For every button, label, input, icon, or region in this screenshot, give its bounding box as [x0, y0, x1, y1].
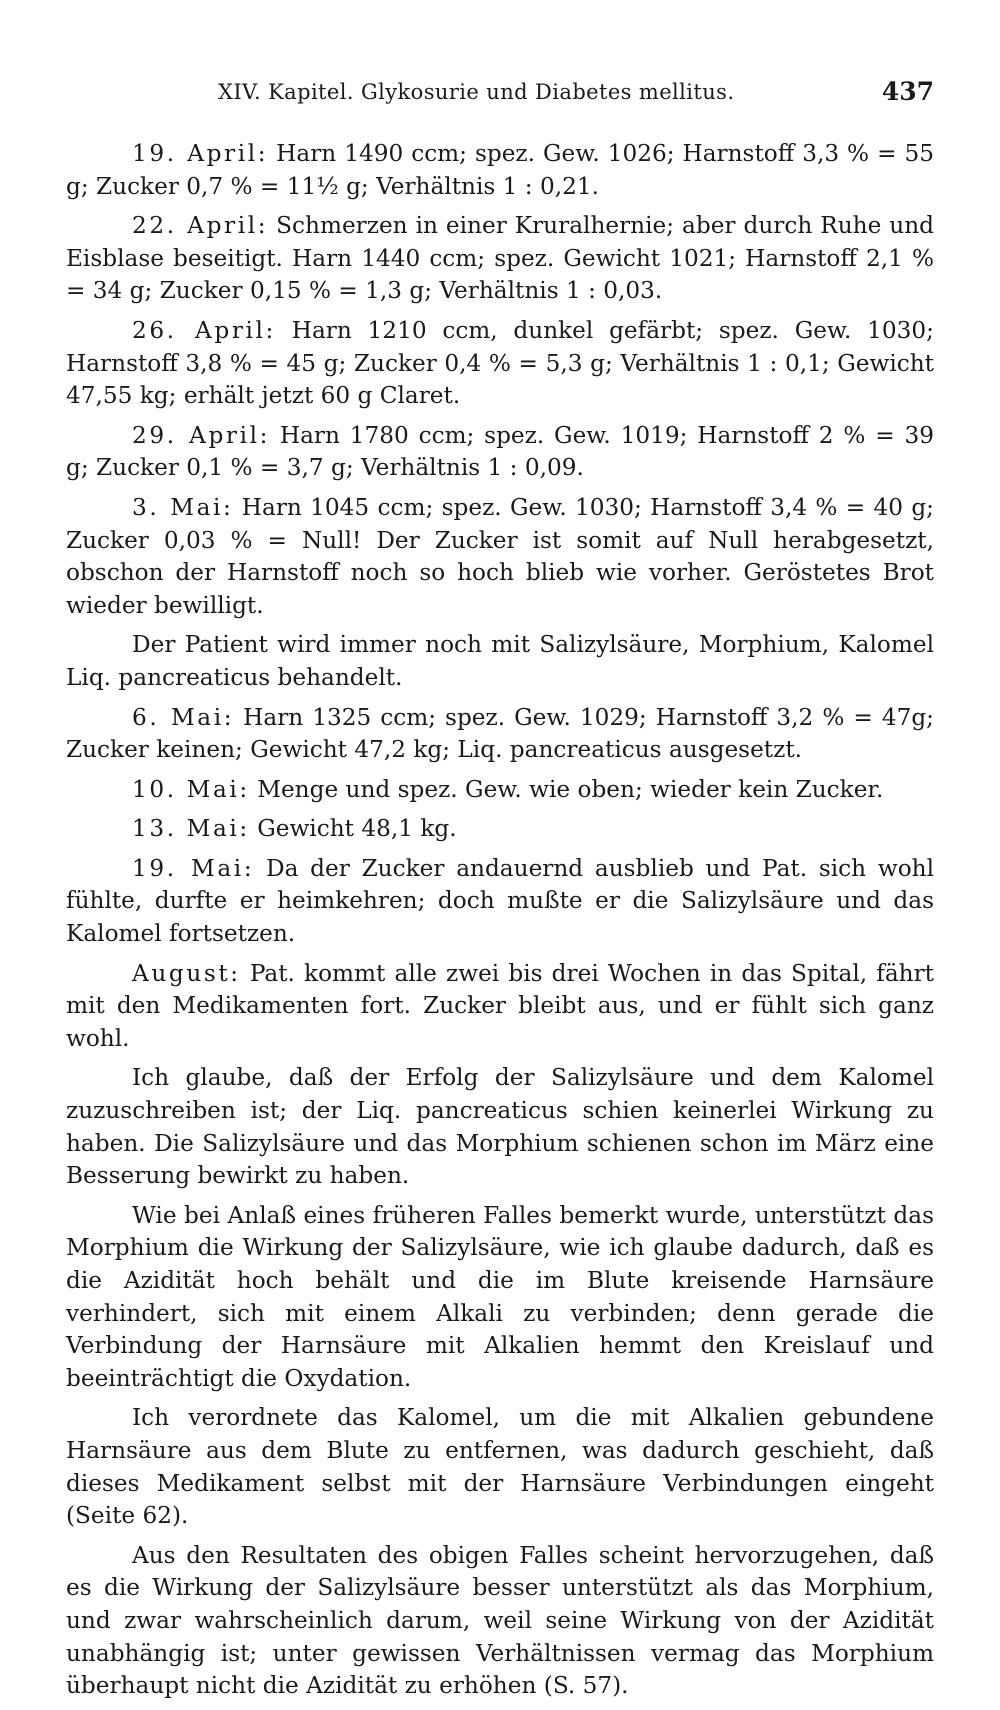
- entry-date: 19. April:: [132, 140, 269, 167]
- paragraph-text: Harn 1045 ccm; spez. Gew. 1030; Harnstoff 3,4 % = 40 g; Zucker 0,03 % = Null! Der Zucker ist somit auf Null herabgesetzt, obschon der Harnstoff noch so hoch blieb wie vorher. Geröstetes Brot wieder bewilligt.: [66, 493, 934, 619]
- paragraph-text: Ich glaube, daß der Erfolg der Salizylsäure und dem Kalomel zuzuschreiben ist; der Liq. pancreaticus schien keinerlei Wirkung zu haben. Die Salizylsäure und das Morphium schienen schon im März eine Besserung bewirkt zu haben.: [66, 1064, 934, 1190]
- paragraph: [66, 853, 934, 951]
- paragraph: [66, 1200, 934, 1396]
- paragraph-text: Menge und spez. Gew. wie oben; wieder kein Zucker.: [249, 775, 884, 803]
- paragraph: [66, 629, 934, 694]
- paragraph-text: Ich verordnete das Kalomel, um die mit Alkalien gebundene Harnsäure aus dem Blute zu entfernen, was dadurch geschieht, daß dieses Medikament selbst mit der Harnsäure Verbindungen eingeht (Seite 62).: [66, 1404, 934, 1530]
- paragraph-text: Harn 1325 ccm; spez. Gew. 1029; Harnstoff 3,2 % = 47g; Zucker keinen; Gewicht 47,2 kg; Liq. pancreaticus ausgesetzt.: [66, 703, 934, 764]
- chapter-title: XIV. Kapitel. Glykosurie und Diabetes mellitus.: [218, 80, 735, 104]
- paragraph-text: Harn 1780 ccm; spez. Gew. 1019; Harnstoff 2 % = 39 g; Zucker 0,1 % = 3,7 g; Verhältnis 1 : 0,09.: [66, 421, 934, 482]
- page-number: 437: [881, 77, 934, 106]
- entry-date: 26. April:: [132, 316, 276, 344]
- paragraph-text: Wie bei Anlaß eines früheren Falles bemerkt wurde, unterstützt das Morphium die Wirkung der Salizylsäure, wie ich glaube dadurch, daß es die Azidität hoch behält und die im Blute kreisende Harnsäure verhindert, sich mit einem Alkali zu verbinden; denn gerade die Verbindung der Harnsäure mit Alkalien hemmt den Kreislauf und beeinträchtigt die Oxydation.: [66, 1201, 934, 1392]
- entry-date: 22. April:: [132, 212, 269, 240]
- paragraph-text: Pat. kommt alle zwei bis drei Wochen in das Spital, fährt mit den Medikamenten fort. Zucker bleibt aus, und er fühlt sich ganz wohl.: [66, 959, 934, 1052]
- paragraph: [66, 1540, 934, 1703]
- paragraph: [66, 1062, 934, 1192]
- paragraph: [66, 210, 934, 308]
- entry-date: 13. Mai:: [132, 815, 250, 843]
- entry-date: August:: [132, 959, 241, 987]
- paragraph: [66, 315, 934, 413]
- running-header: [66, 77, 934, 116]
- entry-date: 3. Mai:: [132, 493, 234, 521]
- paragraph: [66, 774, 934, 807]
- paragraph-text: Harn 1210 ccm, dunkel gefärbt; spez. Gew. 1030; Harnstoff 3,8 % = 45 g; Zucker 0,4 % = 5,3 g; Verhältnis 1 : 0,1; Gewicht 47,55 kg; erhält jetzt 60 g Claret.: [66, 316, 934, 410]
- entry-date: 19. Mai:: [132, 854, 255, 882]
- paragraph-text: Harn 1490 ccm; spez. Gew. 1026; Harnstoff 3,3 % = 55 g; Zucker 0,7 % = 11½ g; Verhältnis 1 : 0,21.: [66, 140, 934, 200]
- paragraph: [66, 420, 934, 485]
- paragraph: [66, 138, 934, 203]
- paragraph-text: Gewicht 48,1 kg.: [249, 815, 457, 843]
- entry-date: 29. April:: [132, 421, 271, 449]
- paragraph-text: Der Patient wird immer noch mit Salizylsäure, Morphium, Kalomel Liq. pancreaticus behandelt.: [66, 631, 934, 691]
- paragraph: [66, 958, 934, 1056]
- entry-date: 6. Mai:: [132, 703, 235, 731]
- paragraph: [66, 813, 934, 846]
- paragraph: [66, 1402, 934, 1532]
- paragraph-text: Da der Zucker andauernd ausblieb und Pat. sich wohl fühlte, durfte er heimkehren; doch mußte er die Salizylsäure und das Kalomel fortsetzen.: [66, 854, 934, 948]
- page-body: [66, 138, 934, 1710]
- paragraph-text: Aus den Resultaten des obigen Falles scheint hervorzugehen, daß es die Wirkung der Salizylsäure besser unterstützt als das Morphium, und zwar wahrscheinlich darum, weil seine Wirkung von der Azidität unabhängig ist; unter gewissen Verhältnissen vermag das Morphium überhaupt nicht die Azidität zu erhöhen (S. 57).: [66, 1541, 934, 1700]
- paragraph-text: Schmerzen in einer Kruralhernie; aber durch Ruhe und Eisblase beseitigt. Harn 1440 ccm; spez. Gewicht 1021; Harnstoff 2,1 % = 34 g; Zucker 0,15 % = 1,3 g; Verhältnis 1 : 0,03.: [66, 212, 934, 305]
- paragraph: [66, 492, 934, 622]
- entry-date: 10. Mai:: [132, 775, 250, 803]
- paragraph: [66, 702, 934, 767]
